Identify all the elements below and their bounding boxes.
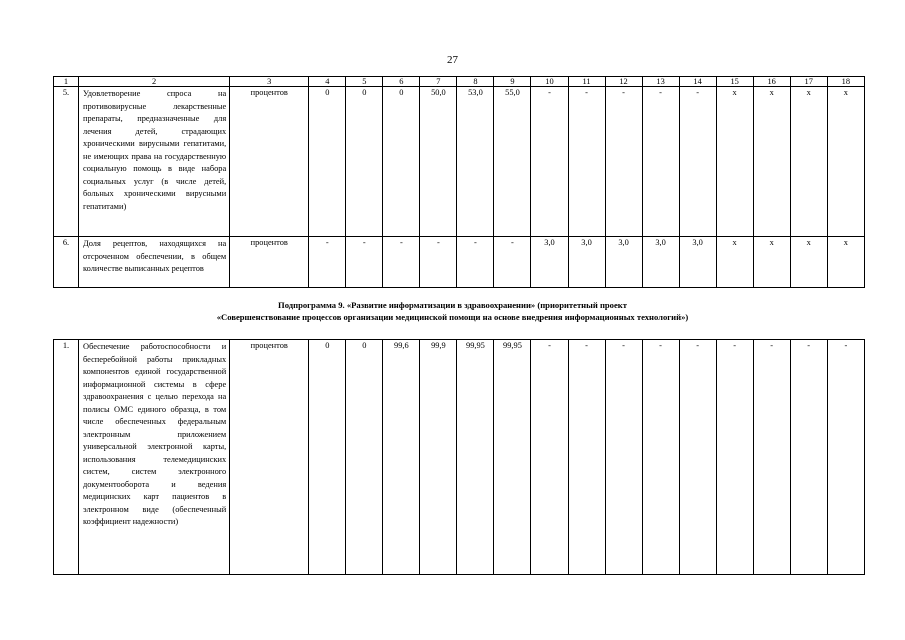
- value-cell: -: [827, 340, 864, 575]
- value-cell: 3,0: [605, 237, 642, 288]
- value-cell: 99,95: [494, 340, 531, 575]
- table-row: [54, 237, 865, 288]
- value-cell: 99,6: [383, 340, 420, 575]
- table-row: [54, 87, 865, 237]
- table-row: [54, 340, 865, 575]
- value-cell: 3,0: [531, 237, 568, 288]
- column-number-row: [54, 77, 865, 87]
- value-cell: х: [753, 87, 790, 237]
- subprogram-heading: [0, 300, 905, 323]
- value-cell: -: [753, 340, 790, 575]
- row-number: 5.: [54, 87, 79, 237]
- value-cell: -: [420, 237, 457, 288]
- header-cell: 2: [79, 77, 230, 87]
- header-cell: 9: [494, 77, 531, 87]
- value-cell: х: [827, 237, 864, 288]
- value-cell: х: [790, 87, 827, 237]
- indicator-name: Доля рецептов, находящихся на отсроченном обеспечении, в общем количестве выписанных рецептов: [79, 237, 230, 288]
- header-cell: 15: [716, 77, 753, 87]
- value-cell: -: [605, 87, 642, 237]
- value-cell: -: [642, 340, 679, 575]
- value-cell: -: [383, 237, 420, 288]
- value-cell: х: [716, 237, 753, 288]
- header-cell: 7: [420, 77, 457, 87]
- value-cell: -: [679, 87, 716, 237]
- value-cell: -: [531, 340, 568, 575]
- indicator-name: Обеспечение работоспособности и бесперебойной работы прикладных компонентов единой государственной информационной системы в сфере здравоохранения с целью перехода на полисы ОМС единого образца, в том числе обеспеченных федеральным электронным приложением универсальной электронной карты, использования телемедицинских систем, систем электронного документооборота и ведения медицинских карт пациентов в электронном виде (обеспеченный коэффициент надежности): [79, 340, 230, 575]
- header-cell: 16: [753, 77, 790, 87]
- value-cell: -: [716, 340, 753, 575]
- value-cell: -: [346, 237, 383, 288]
- value-cell: 99,95: [457, 340, 494, 575]
- value-cell: -: [457, 237, 494, 288]
- header-cell: 11: [568, 77, 605, 87]
- subprogram-title-line: «Совершенствование процессов организации медицинской помощи на основе внедрения информационных технологий»): [216, 311, 689, 322]
- value-cell: х: [790, 237, 827, 288]
- header-cell: 17: [790, 77, 827, 87]
- header-cell: 6: [383, 77, 420, 87]
- value-cell: х: [753, 237, 790, 288]
- value-cell: -: [494, 237, 531, 288]
- value-cell: -: [568, 87, 605, 237]
- value-cell: -: [605, 340, 642, 575]
- value-cell: 3,0: [679, 237, 716, 288]
- value-cell: х: [827, 87, 864, 237]
- value-cell: 55,0: [494, 87, 531, 237]
- page-number: 27: [447, 54, 458, 66]
- value-cell: -: [679, 340, 716, 575]
- value-cell: 50,0: [420, 87, 457, 237]
- value-cell: 3,0: [568, 237, 605, 288]
- value-cell: 0: [309, 87, 346, 237]
- header-cell: 8: [457, 77, 494, 87]
- subprogram-indicators-table: [53, 339, 865, 575]
- value-cell: -: [309, 237, 346, 288]
- value-cell: 0: [346, 340, 383, 575]
- header-cell: 5: [346, 77, 383, 87]
- value-cell: 99,9: [420, 340, 457, 575]
- header-cell: 13: [642, 77, 679, 87]
- header-cell: 4: [309, 77, 346, 87]
- value-cell: х: [716, 87, 753, 237]
- indicator-name: Удовлетворение спроса на противовирусные лекарственные препараты, предназначенные для лечения детей, страдающих хроническими вирусными гепатитами, не имеющих права на государственную социальную помощь в виде набора социальных услуг (в числе детей, больных хроническими вирусными гепатитами): [79, 87, 230, 237]
- header-cell: 12: [605, 77, 642, 87]
- unit-cell: процентов: [230, 237, 309, 288]
- header-cell: 1: [54, 77, 79, 87]
- header-cell: 10: [531, 77, 568, 87]
- unit-cell: процентов: [230, 340, 309, 575]
- row-number: 6.: [54, 237, 79, 288]
- value-cell: 0: [346, 87, 383, 237]
- header-cell: 3: [230, 77, 309, 87]
- value-cell: -: [568, 340, 605, 575]
- unit-cell: процентов: [230, 87, 309, 237]
- value-cell: 0: [383, 87, 420, 237]
- header-cell: 18: [827, 77, 864, 87]
- value-cell: 53,0: [457, 87, 494, 237]
- value-cell: -: [642, 87, 679, 237]
- row-number: 1.: [54, 340, 79, 575]
- header-cell: 14: [679, 77, 716, 87]
- value-cell: -: [531, 87, 568, 237]
- value-cell: 3,0: [642, 237, 679, 288]
- value-cell: 0: [309, 340, 346, 575]
- indicators-table: [53, 76, 865, 288]
- value-cell: -: [790, 340, 827, 575]
- subprogram-title-line: Подпрограмма 9. «Развитие информатизации в здравоохранении» (приоритетный проект: [278, 300, 627, 310]
